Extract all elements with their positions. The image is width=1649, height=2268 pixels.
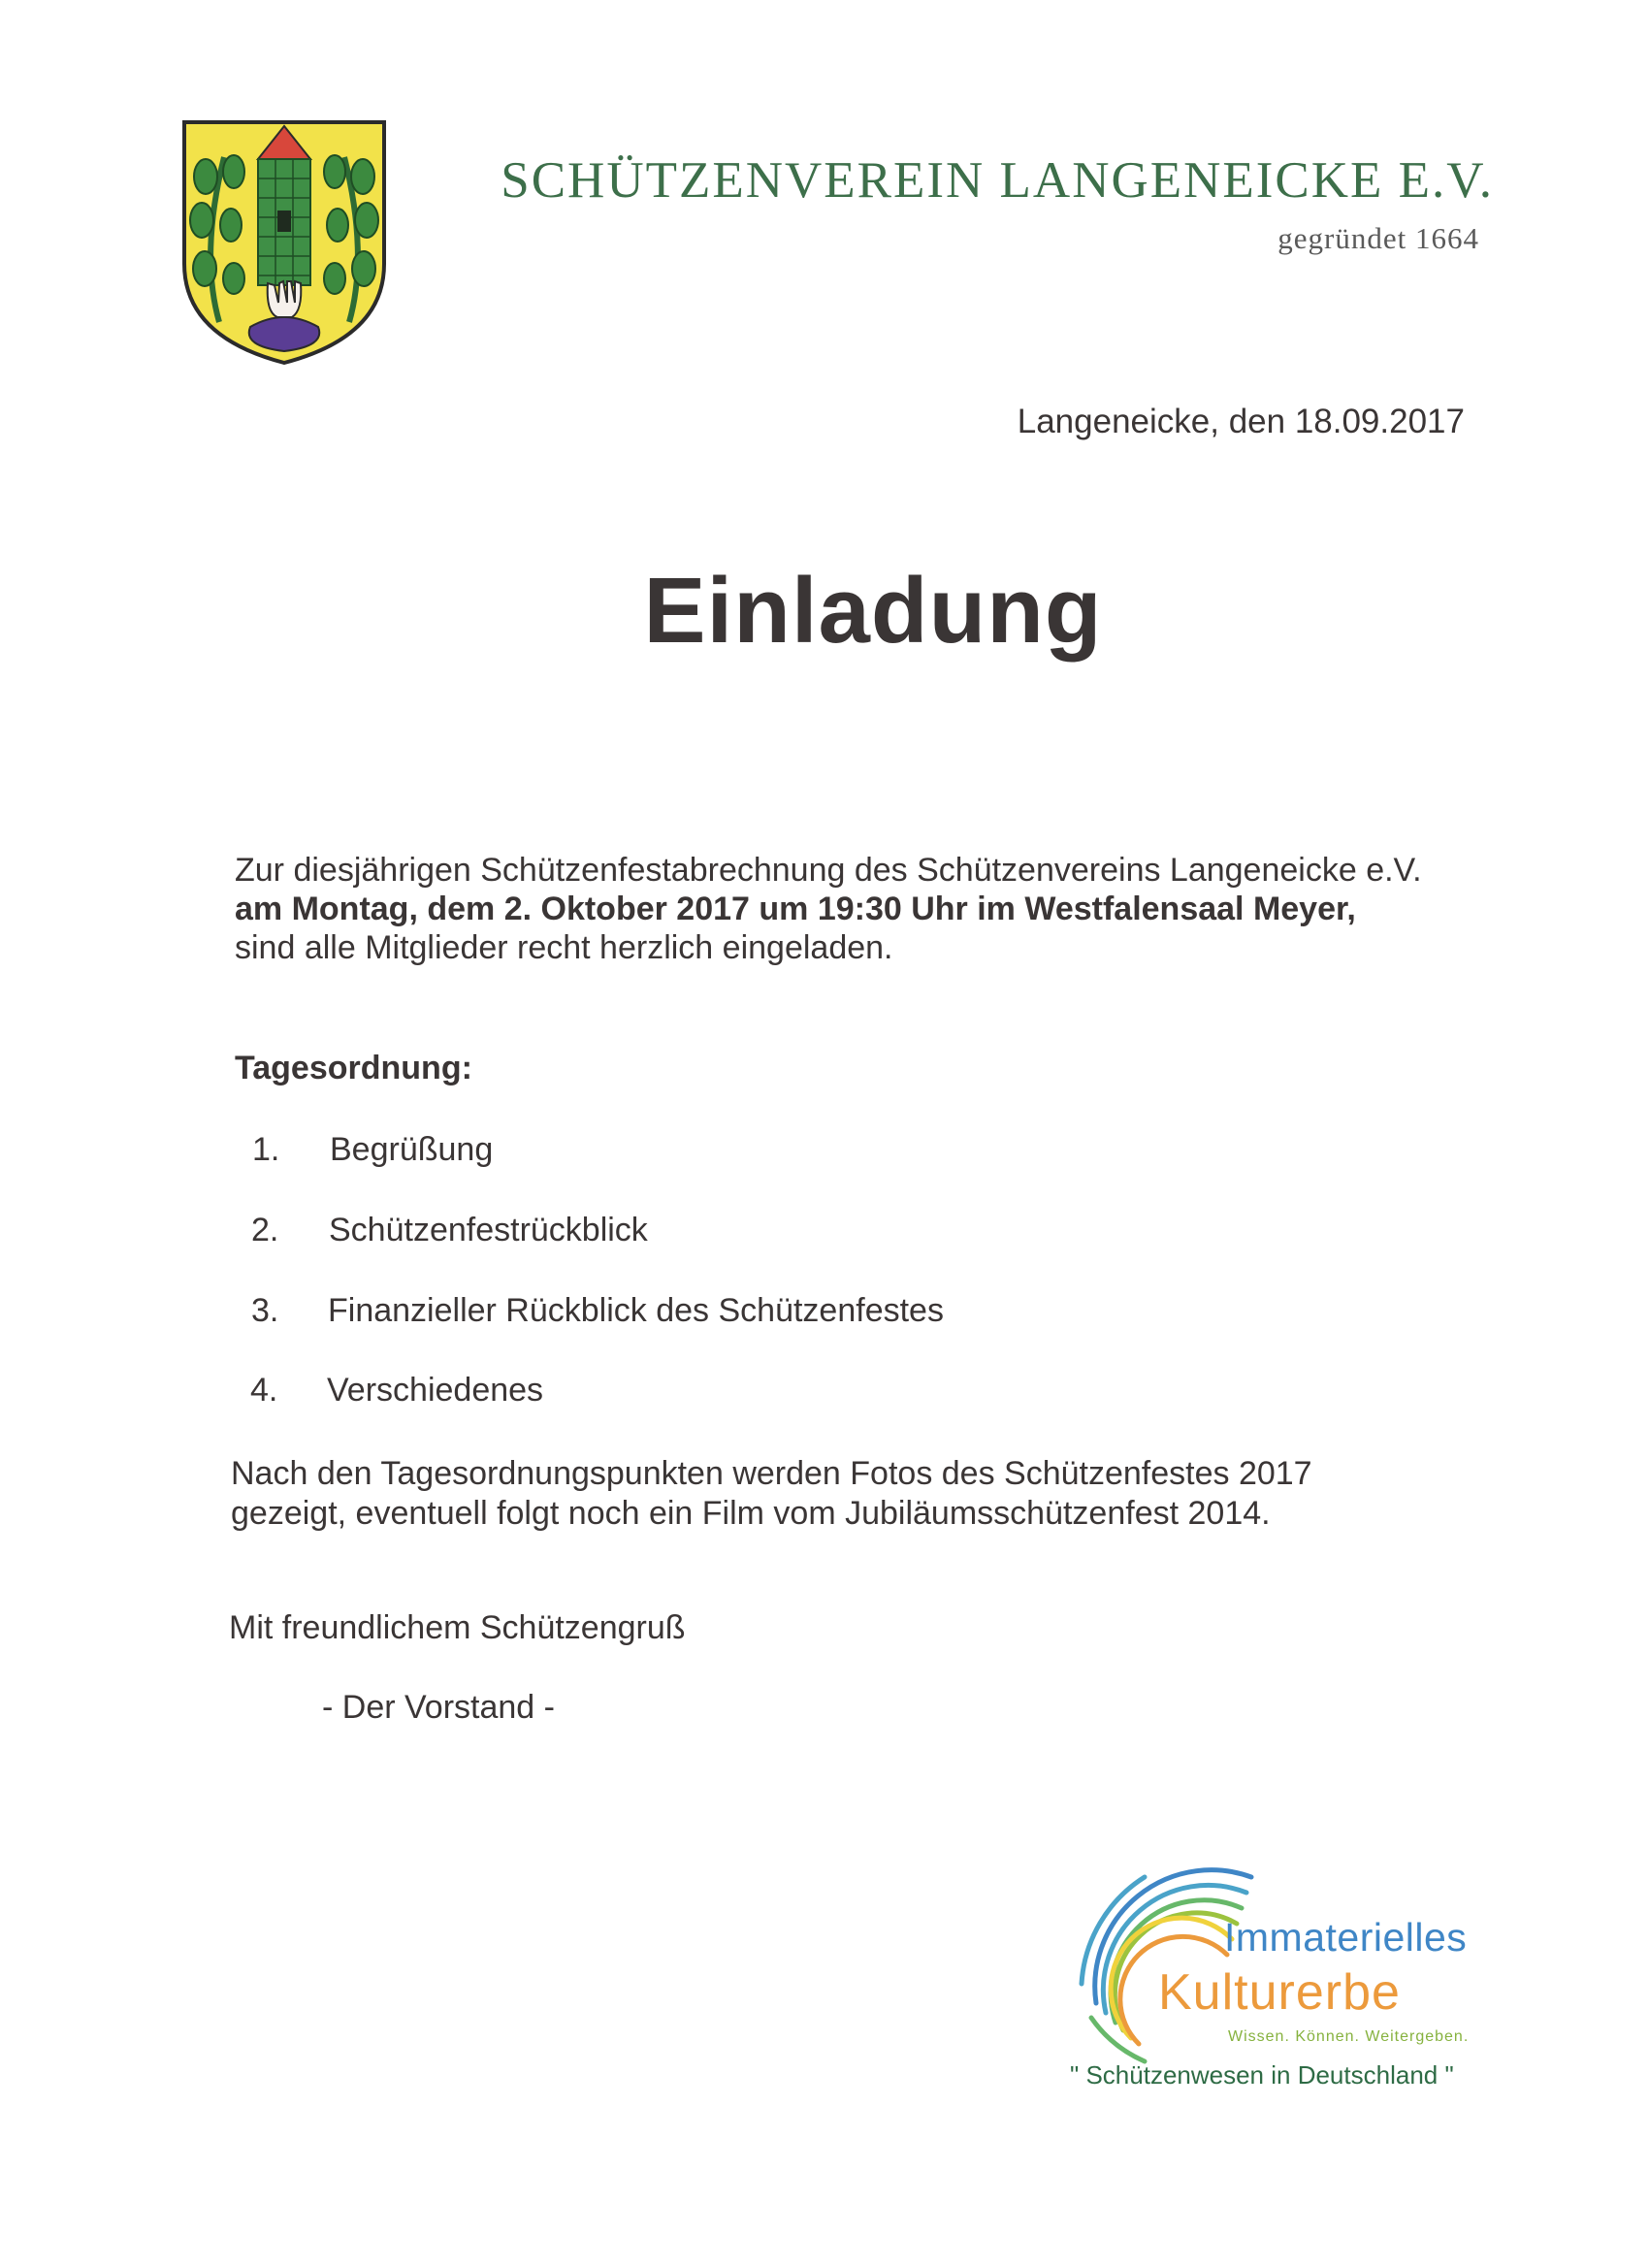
- heritage-logo-subtitle: " Schützenwesen in Deutschland ": [1070, 2060, 1454, 2090]
- heritage-logo-line-1: Immaterielles: [1224, 1915, 1468, 1960]
- agenda-item-number: 2.: [251, 1212, 279, 1248]
- heritage-logo-line-2: Kulturerbe: [1158, 1964, 1401, 2021]
- agenda-item-number: 1.: [252, 1131, 280, 1168]
- intro-line-1: Zur diesjährigen Schützenfestabrechnung des Schützenvereins Langeneicke e.V.: [235, 852, 1422, 889]
- agenda-item-text: Finanzieller Rückblick des Schützenfestes: [328, 1292, 944, 1329]
- heritage-logo-tagline: Wissen. Können. Weitergeben.: [1228, 2028, 1470, 2045]
- agenda-heading: Tagesordnung:: [235, 1050, 472, 1086]
- intro-line-3: sind alle Mitglieder recht herzlich eingeladen.: [235, 929, 893, 966]
- page-title: Einladung: [643, 559, 1103, 663]
- signature: - Der Vorstand -: [322, 1689, 555, 1726]
- organization-name: SCHÜTZENVEREIN LANGENEICKE E.V.: [501, 152, 1494, 209]
- agenda-item-text: Begrüßung: [330, 1131, 494, 1168]
- coat-of-arms-icon: [180, 118, 388, 367]
- closing-greeting: Mit freundlichem Schützengruß: [229, 1609, 686, 1646]
- agenda-item-number: 3.: [251, 1292, 279, 1329]
- outro-line-1: Nach den Tagesordnungspunkten werden Fotos des Schützenfestes 2017: [231, 1455, 1312, 1492]
- place-date: Langeneicke, den 18.09.2017: [1017, 403, 1465, 440]
- founded-note: gegründet 1664: [1277, 221, 1479, 255]
- intro-line-2-date-venue: am Montag, dem 2. Oktober 2017 um 19:30 Uhr im Westfalensaal Meyer,: [235, 891, 1356, 927]
- outro-line-2: gezeigt, eventuell folgt noch ein Film vom Jubiläumsschützenfest 2014.: [231, 1495, 1271, 1532]
- agenda-item-number: 4.: [250, 1372, 278, 1409]
- agenda-item-text: Verschiedenes: [327, 1372, 544, 1409]
- agenda-item-text: Schützenfestrückblick: [329, 1212, 648, 1248]
